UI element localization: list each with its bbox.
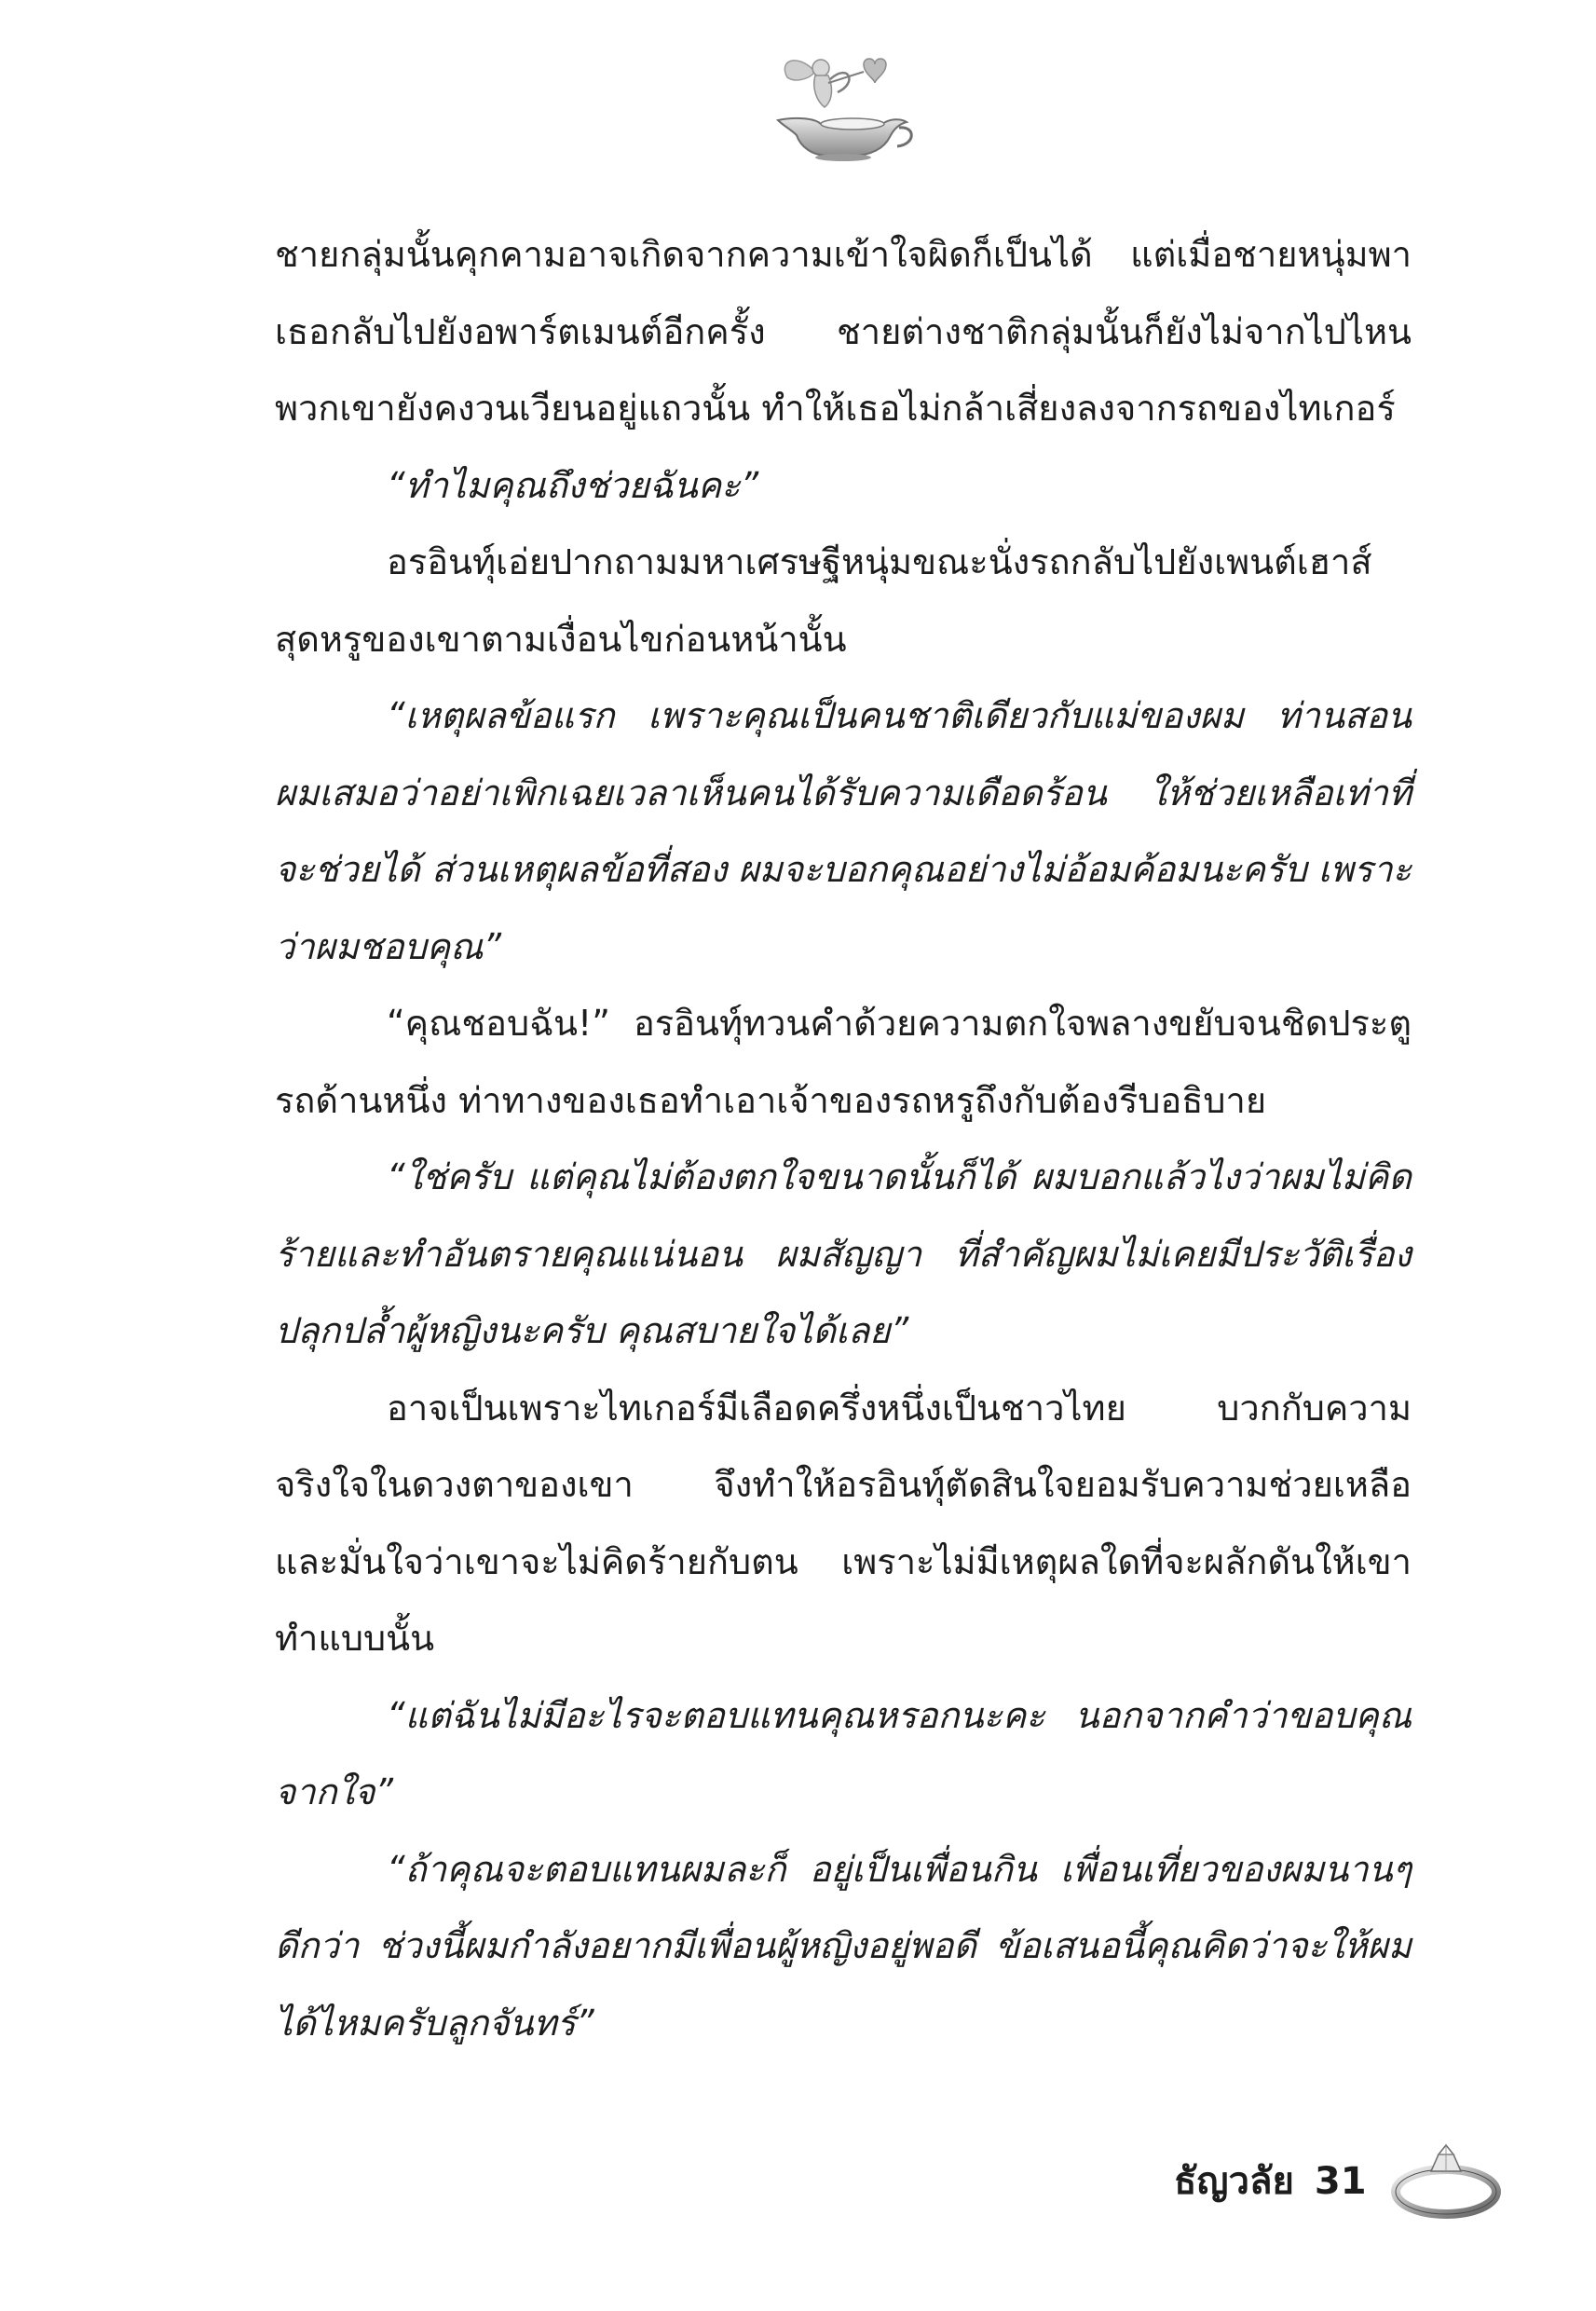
footer-text xyxy=(1174,2151,1367,2210)
paragraph-question: อรอินทุ์เอ่ยปากถามมหาเศรษฐีหนุ่มขณะนั่งรถกลับไปยังเพนต์เฮาส์สุดหรูของเขาตามเงื่อนไขก่อนหน้านั้น xyxy=(275,541,1372,660)
dialogue-offer: “ถ้าคุณจะตอบแทนผมละก็ อยู่เป็นเพื่อนกิน เพื่อนเที่ยวของผมนานๆ ดีกว่า ช่วงนี้ผมกำลังอยากมีเพื่อนผู้หญิงอยู่พอดี ข้อเสนอนี้คุณคิดว่าจะให้ผมได้ไหมครับลูกจันทร์” xyxy=(275,1848,1412,2044)
dialogue-reasons: “เหตุผลข้อแรก เพราะคุณเป็นคนชาติเดียวกับแม่ของผม ท่านสอนผมเสมอว่าอย่าเพิกเฉยเวลาเห็นคนได้รับความเดือดร้อน ให้ช่วยเหลือเท่าที่จะช่วยได้ ส่วนเหตุผลข้อที่สอง ผมจะบอกคุณอย่างไม่อ้อมค้อมนะครับ เพราะว่าผมชอบคุณ” xyxy=(275,695,1412,967)
dialogue-reassurance: “ใช่ครับ แต่คุณไม่ต้องตกใจขนาดนั้นก็ได้ ผมบอกแล้วไงว่าผมไม่คิดร้ายและทำอันตรายคุณแน่นอน ผมสัญญา ที่สำคัญผมไม่เคยมีประวัติเรื่องปลุกปล้ำผู้หญิงนะครับ คุณสบายใจได้เลย” xyxy=(275,1156,1412,1351)
dialogue-thanks: “แต่ฉันไม่มีอะไรจะตอบแทนคุณหรอกนะคะ นอกจากคำว่าขอบคุณจากใจ” xyxy=(275,1694,1412,1812)
dialogue-why-help: “ทำไมคุณถึงช่วยฉันคะ” xyxy=(387,464,759,506)
page-number: 31 xyxy=(1314,2160,1367,2203)
cupid-teapot-ornament-icon xyxy=(759,51,918,163)
paragraph-decision: อาจเป็นเพราะไทเกอร์มีเลือดครึ่งหนึ่งเป็นชาวไทย บวกกับความจริงใจในดวงตาของเขา จึงทำให้อรอินทุ์ตัดสินใจยอมรับความช่วยเหลือ และมั่นใจว่าเขาจะไม่คิดร้ายกับตน เพราะไม่มีเหตุผลใดที่จะผลักดันให้เขาทำแบบนั้น xyxy=(275,1387,1412,1659)
paragraph-opening: ชายกลุ่มนั้นคุกคามอาจเกิดจากความเข้าใจผิดก็เป็นได้ แต่เมื่อชายหนุ่มพาเธอกลับไปยังอพาร์ตเมนต์อีกครั้ง ชายต่างชาติกลุ่มนั้นก็ยังไม่จากไปไหน พวกเขายังคงวนเวียนอยู่แถวนั้น ทำให้เธอไม่กล้าเสี่ยงลงจากรถของไทเกอร์ xyxy=(275,234,1412,429)
paragraph-surprise: “คุณชอบฉัน!” อรอินทุ์ทวนคำด้วยความตกใจพลางขยับจนชิดประตูรถด้านหนึ่ง ท่าทางของเธอทำเอาเจ้าของรถหรูถึงกับต้องรีบอธิบาย xyxy=(275,1003,1412,1121)
story-text xyxy=(275,216,1412,2061)
author-name: ธัญวลัย xyxy=(1174,2160,1294,2203)
diamond-ring-icon xyxy=(1388,2134,1505,2222)
page-footer xyxy=(1174,2134,1509,2236)
